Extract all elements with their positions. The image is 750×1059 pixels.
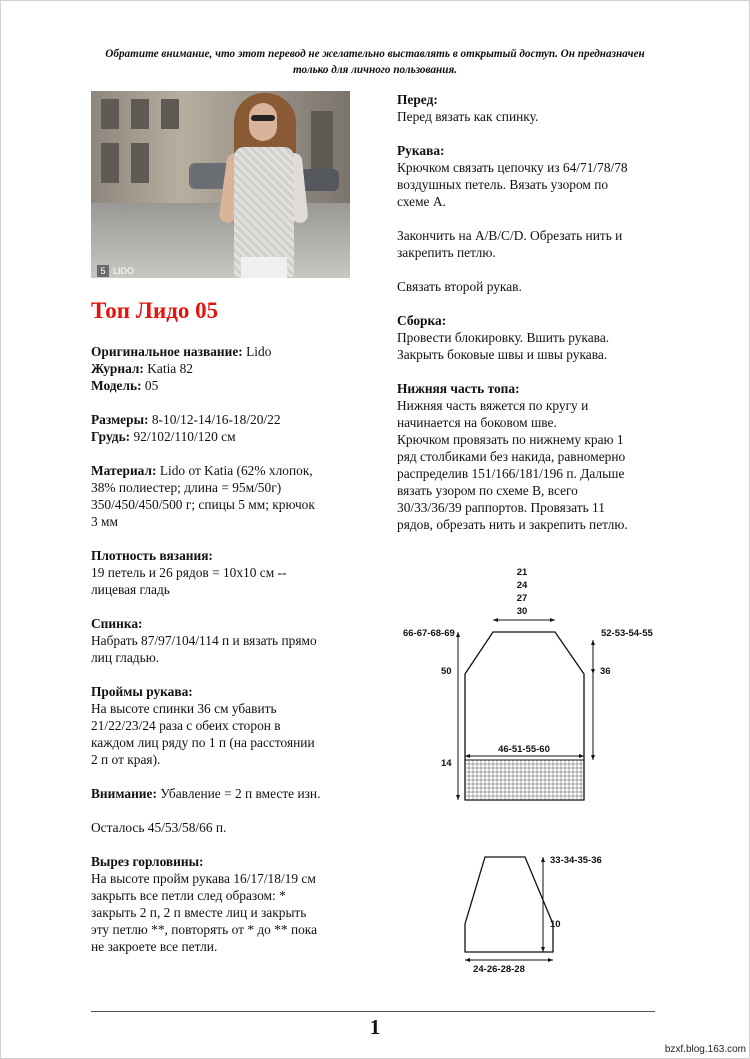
armhole-line: каждом лиц ряду по 1 п (на расстоянии — [91, 735, 315, 750]
page-number: 1 — [369, 1015, 381, 1039]
top-width-label: 24 — [516, 580, 528, 591]
right-armhole-label: 36 — [600, 666, 611, 677]
back-line: лиц гладью. — [91, 650, 160, 665]
gauge-label: Плотность вязания: — [91, 548, 213, 563]
attention-label: Внимание: — [91, 786, 157, 801]
assembly-label: Сборка: — [397, 313, 447, 328]
material-line: Lido от Katia (62% хлопок, — [159, 463, 313, 478]
left-column — [91, 343, 376, 955]
footer-divider — [91, 1011, 655, 1012]
neck-line: На высоте пройм рукава 16/17/18/19 см — [91, 871, 316, 886]
sleeves-label: Рукава: — [397, 143, 445, 158]
bottom-line: вязать узором по схеме B, всего — [397, 483, 578, 498]
sleeves-line: Крючком связать цепочку из 64/71/78/78 — [397, 160, 628, 175]
finish-line: Закончить на A/B/C/D. Обрезать нить и — [397, 228, 623, 243]
neck-line: закрыть все петли след образом: * — [91, 888, 286, 903]
bottom-line: Крючком провязать по нижнему краю 1 — [397, 432, 624, 447]
top-width-label: 27 — [516, 593, 528, 604]
notice-text: Обратите внимание, что этот перевод не желательно выставлять в открытый доступ. Он предназначен только для личного пользования. — [105, 48, 645, 76]
sleeves-line: воздушных петель. Вязать узором по — [397, 177, 609, 192]
chest: 92/102/110/120 см — [133, 429, 236, 444]
sleeve-width-label: 24-26-28-28 — [473, 964, 525, 975]
schematic-diagram — [395, 560, 655, 990]
sleeve-outline — [465, 857, 553, 952]
sleeve-top-label: 33-34-35-36 — [550, 855, 602, 866]
armhole-line: 2 п от края). — [91, 752, 161, 767]
gauge-line: лицевая гладь — [91, 582, 170, 597]
magazine: Katia 82 — [147, 361, 193, 376]
chest-label: Грудь: — [91, 429, 131, 444]
neck-line: эту петлю **, повторять от * до ** пока — [91, 922, 318, 937]
sleeves-line: схеме А. — [397, 194, 446, 209]
armhole-line: 21/22/23/24 раза с обеих сторон в — [91, 718, 281, 733]
material-line: 38% полиестер; длина = 95м/50г) — [91, 480, 282, 495]
page-title: Топ Лидо 05 — [91, 298, 219, 323]
assembly-line: Закрыть боковые швы и швы рукава. — [397, 347, 608, 362]
material-line: 3 мм — [91, 514, 118, 529]
top-width-label: 21 — [516, 567, 528, 578]
bottom-line: ряд столбиками без накида, равномерно — [397, 449, 626, 464]
back-label: Спинка: — [91, 616, 143, 631]
second-sleeve-text: Связать второй рукав. — [397, 279, 522, 294]
model-label: Модель: — [91, 378, 142, 393]
back-line: Набрать 87/97/104/114 п и вязать прямо — [91, 633, 317, 648]
remaining-text: Осталось 45/53/58/66 п. — [91, 820, 227, 835]
model: 05 — [144, 378, 159, 393]
material-label: Материал: — [91, 463, 157, 478]
bottom-height-label: 14 — [441, 758, 452, 769]
neck-line: не закроете все петли. — [91, 939, 218, 954]
attention-text: Убавление = 2 п вместе изн. — [160, 786, 321, 801]
photo-badge-label: LIDO — [113, 266, 135, 276]
mesh-grid — [465, 760, 584, 800]
sleeve-height-label: 10 — [550, 919, 561, 930]
orig-name: Lido — [246, 344, 272, 359]
front-label: Перед: — [397, 92, 438, 107]
photo-badge-number: 5 — [97, 265, 109, 277]
gauge-line: 19 петель и 26 рядов = 10х10 см -- — [91, 565, 287, 580]
watermark: bzxf.blog.163.com — [664, 1044, 746, 1055]
bottom-line: начинается на боковом шве. — [397, 415, 557, 430]
body-outline — [465, 632, 584, 800]
finish-line: закрепить петлю. — [397, 245, 496, 260]
sizes: 8-10/12-14/16-18/20/22 — [151, 412, 281, 427]
armhole-label: Проймы рукава: — [91, 684, 193, 699]
neck-line: закрыть 2 п, 2 п вместе лиц и закрыть — [91, 905, 307, 920]
model-photo — [91, 91, 350, 278]
bottom-line: распределив 151/166/181/196 п. Дальше — [397, 466, 625, 481]
left-armhole-label: 50 — [441, 666, 452, 677]
right-column — [397, 91, 667, 533]
bottom-line: рядов, обрезать нить и закрепить петлю. — [397, 517, 628, 532]
assembly-line: Провести блокировку. Вшить рукава. — [397, 330, 610, 345]
top-width-label: 30 — [516, 606, 528, 617]
armhole-line: На высоте спинки 36 см убавить — [91, 701, 277, 716]
orig-name-label: Оригинальное название: — [91, 344, 243, 359]
neck-label: Вырез горловины: — [91, 854, 204, 869]
bottom-line: 30/33/36/39 раппортов. Провязать 11 — [397, 500, 605, 515]
bottom-label: Нижняя часть топа: — [397, 381, 520, 396]
material-line: 350/450/450/500 г; спицы 5 мм; крючок — [91, 497, 315, 512]
front-text: Перед вязать как спинку. — [397, 109, 539, 124]
right-shoulder-label: 52-53-54-55 — [601, 628, 653, 639]
left-shoulder-label: 66-67-68-69 — [403, 628, 455, 639]
body-width-label: 46-51-55-60 — [498, 744, 550, 755]
bottom-line: Нижняя часть вяжется по кругу и — [397, 398, 589, 413]
sizes-label: Размеры: — [91, 412, 149, 427]
magazine-label: Журнал: — [91, 361, 144, 376]
